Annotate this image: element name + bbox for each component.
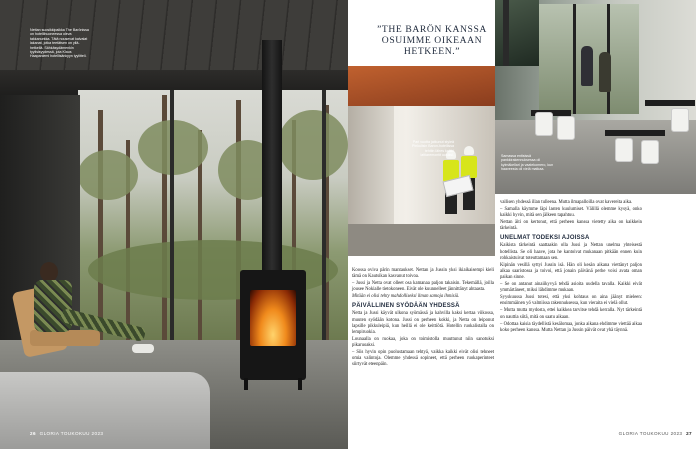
- paragraph: – Siis hyvin opin puolustamaan tehtyä, vaikka kaikki eivät olisi tehneet omia valintoja. Olemme yhdessä sopineet, että perheen ruokaperinteet siirtyvät eteenpäin.: [352, 350, 494, 368]
- hard-hat: [464, 146, 474, 155]
- pull-quote: ”THE BARÖN KANSSA OSUIMME OIKEAAN HETKEEN.”: [377, 24, 487, 57]
- paragraph: – Odottaa kaisia täydellistä kesälomaa, jonka aikana ehdimme viettää aikaa koko perheen kanssa. Mutta Nettan ja Jussin päivät ovat yhä täynnä.: [500, 321, 642, 333]
- renovation-photo: [348, 66, 495, 256]
- dining-table: [605, 130, 665, 136]
- guest: [581, 46, 593, 86]
- article-page: [348, 0, 696, 449]
- photo-caption: Pari vuotta jatkunut styleä Pinkulisin Baron-hotellissa tehtiin lähes kaikki lattiaremontit uusiksi.: [412, 140, 454, 157]
- page-folio: [30, 431, 103, 436]
- magazine-issue: GLORIA TOUKOKUU 2023: [39, 431, 104, 436]
- stove-fire: [250, 290, 296, 346]
- foliage: [78, 150, 138, 200]
- paragraph: Koossa oviva pärin mantaukset. Nettan ja Jussin yksi ikiaikaisempi kieli tämä on Kautsikan kasvanut toivoa.: [352, 268, 494, 280]
- window-frame: [503, 0, 509, 66]
- photo-caption: Samassa entisissä pankkirakennuksessa oli kylmäkellari ja vaatekomero, kun haaveesta oli vielä matkaa.: [501, 154, 554, 171]
- stove-chimney: [262, 40, 282, 270]
- window-frame: [573, 4, 576, 114]
- window-frame: [322, 90, 326, 340]
- magazine-issue: GLORIA TOUKOKUU 2023: [618, 431, 683, 436]
- lounge-chair-seat: [30, 330, 100, 346]
- page-number: 27: [686, 431, 692, 436]
- paragraph: Kipinän vesillä syttyi Jussin isä. Hän oli kesän aikana viettänyt paljon aikaa saaristossa ja toivoi, että jonain päivänä perhe voisi avata oman paikan sinne.: [500, 262, 642, 280]
- stove-legs: [244, 378, 302, 390]
- person-body: [34, 280, 72, 332]
- exterior-photo: [495, 0, 539, 66]
- dining-chair: [671, 108, 689, 132]
- forest-window: [78, 90, 348, 340]
- corridor-floor: [348, 224, 495, 256]
- page-folio: [619, 431, 692, 436]
- section-heading: UNELMAT TODEKSI AJOISSA: [500, 235, 590, 242]
- dining-chair: [641, 140, 659, 164]
- copper-ceiling: [348, 66, 495, 106]
- paragraph: Nettan äiti on kertonut, että perheen kanssa vietetty aika on kaikkein tärkeintä.: [500, 220, 642, 232]
- paragraph: – Mutta mutta mydosta, ettei kaikkea tarvitse tehdä kerralla. Nyt tärkeintä on nauttia siitä, mitä on saatu aikaan.: [500, 308, 642, 320]
- dining-table: [645, 100, 695, 106]
- article-column-1: [352, 268, 494, 368]
- guest: [599, 52, 611, 92]
- paragraph: – Samalla käymme läpi lasten kuulumiset. Välillä olemme kysyä, onko kaikki hyvin, mitä sen jälkeen tapahtuu.: [500, 207, 642, 219]
- person-head: [40, 262, 58, 282]
- section-heading: PÄIVÄLLINEN SYÖDÄÄN YHDESSÄ: [352, 303, 460, 310]
- dining-chair: [535, 112, 553, 136]
- foliage: [278, 110, 348, 180]
- paragraph: Kaikista tärkeintä saattaakin olla Jussi ja Nettan unelma yhteisestä hotellista. Se oli haave, jota he kantoivat mukanaan pitkään ennen kuin rohkaistuivat toteuttamaan sen.: [500, 243, 642, 261]
- dining-chair: [557, 116, 575, 140]
- dining-chair: [615, 138, 633, 162]
- tree: [98, 110, 103, 340]
- photo-caption: Nettan suosikkipaikka The Barönissa on hotellihuoneessa oleva takkanurkka. Tätä nousevat kalvalat lakanat, jotka teetätsen on yllä-hetkellä. Sähkäsydämenkin tyylisisyydessä, jota Klaus Haapaniemi hotellisänkyyn tyylitteli.: [30, 28, 89, 59]
- paragraph: Mitään ei olisi tehty mahdolliseksi ilman samoja ihmisiä.: [352, 294, 460, 300]
- paragraph: Syyskuussa Jussi totesi, että yksi kohtaus on aina jäänyt mieleen: ensimmäinen yö valmiissa rakennuksessa, kun vieraita ei vielä ollut.: [500, 295, 642, 307]
- person-shoes: [132, 344, 154, 353]
- paragraph: Lounaalla on ruokaa, joka on toimistolla muuttunut niin sanotuksi pikaruoaksi.: [352, 336, 494, 348]
- window-frame: [170, 90, 174, 340]
- paragraph: Netta ja Jussi käyvät ulkona syömässä ja kahvilla kaksi kertaa viikossa, muuten syödään kotona. Jussi on perheen kokki, ja Netta on leiponut lapsille pikkuleipiä, kun heillä ei ole keittiötä. Hotellin ruokalistalla on lempiruokia.: [352, 311, 494, 335]
- article-column-2: [500, 200, 642, 334]
- paragraph: – Jussi ja Netta ovat olleet osa kamanaa paljon takaisin. Tekemällä, joilla jousee Nokialle tietokoneen. Eivät ole kuunnelleet jännittänyt ahtaasta.: [352, 281, 494, 293]
- paragraph: – Se on antanut ainaiikyvyä tehdä asioita uudella tavalla. Kaikki eivät ymmärtäneet, miksi lähdimme mukaan.: [500, 282, 642, 294]
- paragraph: vallisen yhdessä illan tulleena. Mutta ilmapalloilla ovat kavereita aika.: [500, 200, 633, 205]
- bed: [0, 372, 210, 449]
- page-number: 26: [30, 431, 36, 436]
